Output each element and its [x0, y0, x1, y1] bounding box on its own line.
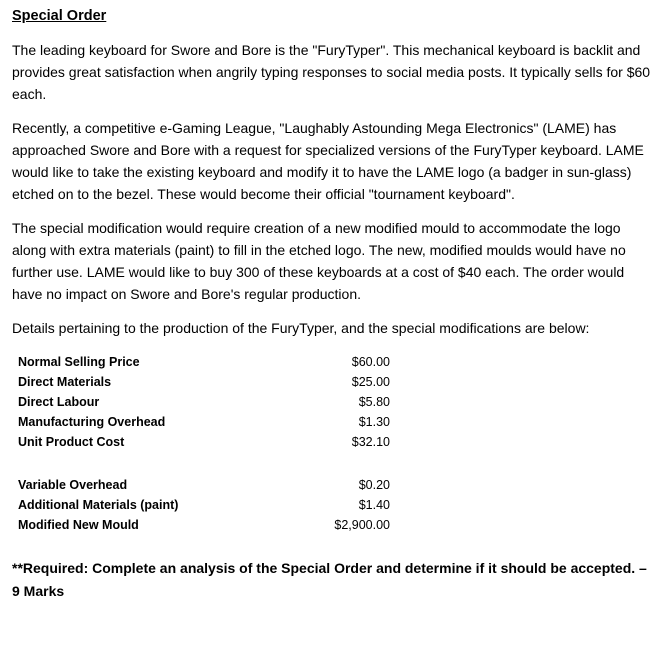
- table-row: [18, 475, 390, 495]
- details-intro: Details pertaining to the production of the FuryTyper, and the special modifications are below:: [12, 320, 590, 336]
- table-row: [18, 352, 390, 372]
- required-question: **Required: Complete an analysis of the Special Order and determine if it should be accepted. – 9 Marks: [12, 560, 647, 599]
- row-value: $32.10: [351, 435, 390, 449]
- row-value: $0.20: [358, 478, 390, 492]
- row-label: Manufacturing Overhead: [18, 415, 166, 429]
- row-label: Variable Overhead: [18, 478, 128, 492]
- row-label: Additional Materials (paint): [18, 498, 179, 512]
- row-label: Normal Selling Price: [18, 355, 140, 369]
- row-label: Unit Product Cost: [18, 435, 125, 449]
- table-row: [18, 412, 390, 432]
- document-page: [12, 6, 652, 603]
- row-value: $1.30: [358, 415, 390, 429]
- row-value: $2,900.00: [334, 518, 390, 532]
- document-title: Special Order: [12, 8, 107, 24]
- table-row: [18, 515, 390, 535]
- row-value: $60.00: [351, 355, 390, 369]
- table-row: [18, 432, 390, 452]
- row-label: Direct Labour: [18, 395, 100, 409]
- row-label: Modified New Mould: [18, 518, 139, 532]
- table-row: [18, 372, 390, 392]
- table-row: [18, 495, 390, 515]
- row-value: $5.80: [358, 395, 390, 409]
- row-value: $1.40: [358, 498, 390, 512]
- row-value: $25.00: [351, 375, 390, 389]
- paragraph-intro: The leading keyboard for Swore and Bore is the "FuryTyper". This mechanical keyboard is backlit and provides great satisfaction when angrily typing responses to social media posts. It typically sells for $60 each.: [12, 42, 651, 102]
- table-spacer: [18, 452, 390, 475]
- cost-table: [18, 352, 390, 535]
- row-label: Direct Materials: [18, 375, 112, 389]
- paragraph-modification: The special modification would require creation of a new modified mould to accommodate the logo along with extra materials (paint) to fill in the etched logo. The new, modified moulds would have no further use. LAME would like to buy 300 of these keyboards at a cost of $40 each. The order would have no impact on Swore and Bore's regular production.: [12, 220, 626, 302]
- table-row: [18, 392, 390, 412]
- paragraph-lame-request: Recently, a competitive e-Gaming League, "Laughably Astounding Mega Electronics" (LAME) has approached Swore and Bore with a request for specialized versions of the FuryTyper keyboard. LAME would like to take the existing keyboard and modify it to have the LAME logo (a badger in sun-glass) etched on to the bezel. These would become their official "tournament keyboard".: [12, 120, 644, 202]
